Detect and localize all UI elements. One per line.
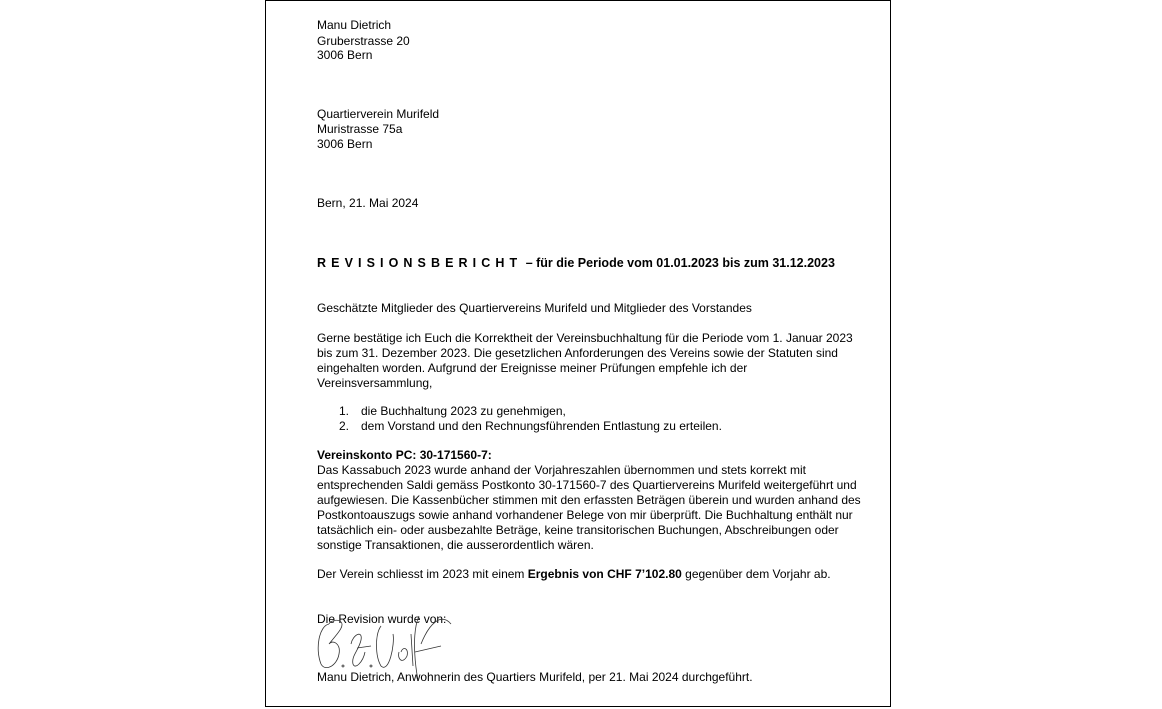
revision-by: Die Revision wurde von: bbox=[317, 612, 447, 626]
document-page bbox=[265, 0, 891, 707]
list-text: die Buchhaltung 2023 zu genehmigen, bbox=[361, 404, 566, 418]
result-before: Der Verein schliesst im 2023 mit einem bbox=[317, 567, 528, 581]
recipient-name: Quartierverein Murifeld bbox=[317, 107, 440, 121]
recipient-city: 3006 Bern bbox=[317, 137, 373, 151]
list-number: 2. bbox=[339, 419, 350, 433]
date-line: Bern, 21. Mai 2024 bbox=[317, 196, 419, 210]
sender-name: Manu Dietrich bbox=[317, 18, 392, 32]
result-amount: Ergebnis von CHF 7’102.80 bbox=[527, 567, 682, 581]
handwritten-signature bbox=[311, 604, 461, 679]
result-line bbox=[317, 567, 831, 582]
sender-city: 3006 Bern bbox=[317, 48, 373, 62]
sender-street: Gruberstrasse 20 bbox=[317, 34, 410, 48]
closing-line: Manu Dietrich, Anwohnerin des Quartiers Murifeld, per 21. Mai 2024 durchgeführt. bbox=[317, 670, 753, 684]
title-spaced: REVISIONSBERICHT bbox=[317, 256, 523, 270]
salutation: Geschätzte Mitglieder des Quartiervereins Murifeld und Mitglieder des Vorstandes bbox=[317, 301, 752, 315]
recommendation-item bbox=[339, 404, 566, 419]
list-text: dem Vorstand und den Rechnungsführenden Entlastung zu erteilen. bbox=[361, 419, 722, 433]
recipient-street: Muristrasse 75a bbox=[317, 122, 403, 136]
result-after: gegenüber dem Vorjahr ab. bbox=[681, 567, 831, 581]
account-paragraph: Das Kassabuch 2023 wurde anhand der Vorjahreszahlen übernommen und stets korrekt mit entsprechenden Saldi gemäss Postkonto 30-171560-7 des Quartiervereins Murifeld weitergeführt und aufgewiesen. Die Kassenbücher stimmen mit den erfassten Beträgen überein und wurden anhand des Postkontoauszugs sowie anhand vorhandener Belege von mir überprüft. Die Buchhaltung enthält nur tatsächlich ein- oder ausbezahlte Beträge, keine transitorischen Buchungen, Abschreibungen oder sonstige Transaktionen, die ausserordentlich wären. bbox=[317, 463, 861, 552]
intro-paragraph: Gerne bestätige ich Euch die Korrektheit der Vereinsbuchhaltung für die Periode vom 1. Januar 2023 bis zum 31. Dezember 2023. Die gesetzlichen Anforderungen des Vereins sowie der Statuten sind eingehalten worden. Aufgrund der Ereignisse meiner Prüfungen empfehle ich der Vereinsversammlung, bbox=[317, 331, 853, 390]
recommendation-item bbox=[339, 419, 722, 434]
list-number: 1. bbox=[339, 404, 350, 418]
title-period: – für die Periode vom 01.01.2023 bis zum 31.12.2023 bbox=[522, 256, 835, 270]
account-heading: Vereinskonto PC: 30-171560-7: bbox=[317, 448, 492, 462]
document-title bbox=[317, 256, 835, 271]
